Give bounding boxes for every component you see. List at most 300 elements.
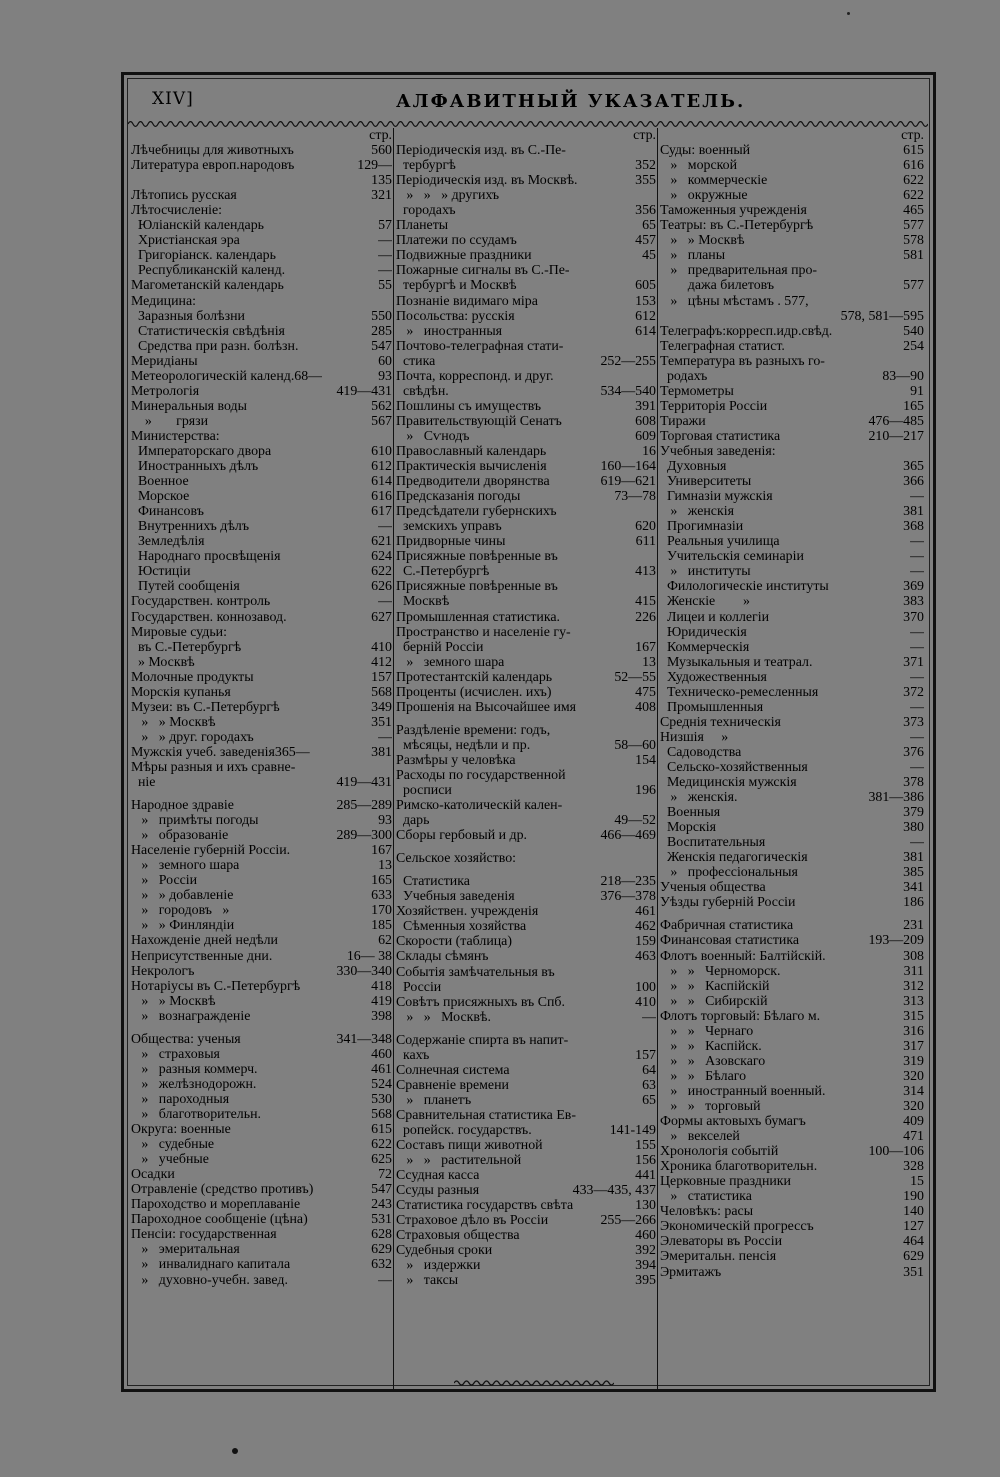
entry-page: 351 xyxy=(371,714,392,730)
entry-page: 330—340 xyxy=(336,963,392,979)
index-entry xyxy=(131,369,392,384)
entry-term: Учебныя заведенія xyxy=(396,889,515,905)
index-entry xyxy=(396,564,656,579)
entry-term: Прошенія на Высочайшее имя xyxy=(396,699,577,715)
index-entry xyxy=(131,1197,392,1212)
index-entry xyxy=(396,685,656,700)
entry-page: — xyxy=(910,639,924,655)
index-entry xyxy=(396,1078,656,1093)
entry-term: Прогимназіи xyxy=(660,519,744,535)
entry-page: 315 xyxy=(903,1008,924,1024)
entry-page: 52—55 xyxy=(614,669,656,685)
index-entry xyxy=(131,730,392,745)
entry-term: Пароходство и мореплаваніе xyxy=(131,1197,301,1213)
entry-term: Меридіаны xyxy=(131,353,198,369)
index-entry xyxy=(131,813,392,828)
entry-page: 610 xyxy=(371,443,392,459)
entry-page: 475 xyxy=(635,684,656,700)
entry-term: дарь xyxy=(396,813,430,829)
index-entry xyxy=(131,1273,392,1288)
entry-page: 328 xyxy=(903,1159,924,1175)
index-entry xyxy=(396,768,656,783)
index-entry xyxy=(660,1159,924,1174)
entry-term: » » Азовскаго xyxy=(660,1053,766,1069)
spacer xyxy=(131,790,392,798)
bottom-wavy-rule xyxy=(454,1378,614,1388)
entry-term: Юстиціи xyxy=(131,564,191,580)
entry-page: 193—209 xyxy=(868,933,924,949)
index-entry xyxy=(660,504,924,519)
entry-term: С.-Петербургѣ xyxy=(396,564,490,580)
entry-page: 351 xyxy=(903,1264,924,1280)
index-entry xyxy=(660,489,924,504)
index-entry xyxy=(131,610,392,625)
entry-page: 140 xyxy=(903,1204,924,1220)
entry-page: 167 xyxy=(371,843,392,859)
entry-page: 129— xyxy=(357,158,392,174)
index-entry xyxy=(396,158,656,173)
page-header xyxy=(136,86,926,116)
entry-term: » » Каспійск. xyxy=(660,1038,762,1054)
index-entry xyxy=(396,414,656,429)
entry-term: Мужскія учеб. заведенія365— xyxy=(131,744,310,760)
entry-term: Неприсутственные дни. xyxy=(131,948,273,964)
entry-term: Практическія вычисленія xyxy=(396,459,547,475)
index-entry xyxy=(131,1137,392,1152)
index-entry xyxy=(131,760,392,775)
index-entry xyxy=(396,369,656,384)
index-entry xyxy=(131,444,392,459)
entry-page: 55 xyxy=(378,278,392,294)
entry-page: 385 xyxy=(903,865,924,881)
index-entry xyxy=(396,1243,656,1258)
index-entry xyxy=(660,625,924,640)
entry-term: Придворные чины xyxy=(396,534,506,550)
index-entry xyxy=(131,459,392,474)
entry-page: 530 xyxy=(371,1091,392,1107)
entry-page: 457 xyxy=(635,233,656,249)
entry-page: 619—621 xyxy=(600,474,656,490)
entry-page: 581 xyxy=(903,248,924,264)
entry-term: въ С.-Петербургѣ xyxy=(131,639,242,655)
index-entry xyxy=(131,700,392,715)
entry-page: 371 xyxy=(903,654,924,670)
index-entry xyxy=(396,549,656,564)
entry-term: Раздѣленіе времени: годъ, xyxy=(396,722,551,738)
index-entry xyxy=(131,143,392,158)
entry-page: 313 xyxy=(903,993,924,1009)
index-entry xyxy=(660,994,924,1009)
entry-term: » статистика xyxy=(660,1189,752,1205)
entry-term: Учебныя заведенія: xyxy=(660,443,776,459)
entry-term: Телеграфная статист. xyxy=(660,338,785,354)
entry-term: » профессіональныя xyxy=(660,865,798,881)
entry-page: 408 xyxy=(635,699,656,715)
entry-page: 366 xyxy=(903,474,924,490)
entry-term: Сельское хозяйство: xyxy=(396,851,517,867)
index-entry xyxy=(396,339,656,354)
entry-term: Республиканскій календ. xyxy=(131,263,286,279)
entry-term: Минеральныя воды xyxy=(131,398,247,414)
index-entry xyxy=(660,278,924,293)
index-entry xyxy=(660,248,924,263)
entry-term: Университеты xyxy=(660,474,752,490)
entry-page: 13 xyxy=(642,654,656,670)
entry-term: Женскія педагогическія xyxy=(660,850,808,866)
entry-term: городахъ xyxy=(396,203,456,219)
entry-term: Некрологъ xyxy=(131,963,195,979)
index-entry xyxy=(396,278,656,293)
entry-page: 625 xyxy=(371,1152,392,1168)
index-entry xyxy=(396,798,656,813)
index-entry xyxy=(131,429,392,444)
entry-term: Присяжные повѣренные въ xyxy=(396,549,558,565)
entry-term: Составъ пищи животной xyxy=(396,1138,543,1154)
entry-term: » эмеритальная xyxy=(131,1242,240,1258)
entry-page: 170 xyxy=(371,903,392,919)
entry-page: 578, 581—595 xyxy=(840,308,924,324)
entry-page: 562 xyxy=(371,398,392,414)
entry-page: 352 xyxy=(635,158,656,174)
entry-term: » иностранный военный. xyxy=(660,1083,826,1099)
entry-term: » » растительной xyxy=(396,1153,522,1169)
entry-term: Термометры xyxy=(660,383,734,399)
index-entry xyxy=(660,979,924,994)
ink-speck xyxy=(232,1448,238,1454)
entry-page: 381 xyxy=(371,744,392,760)
index-entry xyxy=(660,158,924,173)
entry-term: Температура въ разныхъ го- xyxy=(660,353,825,369)
entry-term: Юліанскій календарь xyxy=(131,218,264,234)
entry-term: » примѣты погоды xyxy=(131,813,259,829)
entry-page: 567 xyxy=(371,413,392,429)
entry-page: — xyxy=(910,669,924,685)
index-entry xyxy=(660,745,924,760)
entry-page: 622 xyxy=(903,188,924,204)
entry-term: Сельско-хозяйственныя xyxy=(660,759,808,775)
entry-term: Общества: ученыя xyxy=(131,1031,241,1047)
entry-term: Совѣтъ присяжныхъ въ Спб. xyxy=(396,994,565,1010)
entry-page: 376—378 xyxy=(600,889,656,905)
entry-term: Женскіе » xyxy=(660,594,750,610)
entry-term: Пенсіи: государственная xyxy=(131,1227,277,1243)
entry-page: 616 xyxy=(903,158,924,174)
entry-term: Сравненіе времени xyxy=(396,1077,509,1093)
index-entry xyxy=(131,1107,392,1122)
entry-page: — xyxy=(378,1272,392,1288)
entry-term: Мировые судьи: xyxy=(131,624,227,640)
entry-page: 394 xyxy=(635,1258,656,1274)
index-entry xyxy=(131,1032,392,1047)
index-entry xyxy=(396,354,656,369)
entry-page: 412 xyxy=(371,654,392,670)
index-entry xyxy=(396,919,656,934)
entry-page: — xyxy=(378,729,392,745)
entry-page: 58—60 xyxy=(614,737,656,753)
index-entry xyxy=(396,610,656,625)
entry-term: Почтово-телеграфная стати- xyxy=(396,338,564,354)
entry-page: 629 xyxy=(371,1242,392,1258)
index-entry xyxy=(131,1009,392,1024)
index-entry xyxy=(396,579,656,594)
entry-page: 615 xyxy=(903,143,924,159)
entry-page: 316 xyxy=(903,1023,924,1039)
index-entry xyxy=(131,918,392,933)
entry-term: » вознагражденіе xyxy=(131,1008,251,1024)
entry-page: 93 xyxy=(378,368,392,384)
index-entry xyxy=(396,1198,656,1213)
entry-page: 15 xyxy=(910,1174,924,1190)
index-entry xyxy=(660,700,924,715)
entry-term: Эрмитажъ xyxy=(660,1264,722,1280)
index-entry xyxy=(660,1129,924,1144)
entry-page: 165 xyxy=(903,398,924,414)
entry-term: Лицеи и коллегіи xyxy=(660,609,770,625)
index-entry xyxy=(131,1152,392,1167)
entry-page: 620 xyxy=(635,519,656,535)
entry-page: 255—266 xyxy=(600,1213,656,1229)
entry-page: — xyxy=(378,594,392,610)
index-entry xyxy=(396,1213,656,1228)
entry-page: 409 xyxy=(903,1114,924,1130)
entry-term: Таможенныя учрежденія xyxy=(660,203,807,219)
index-entry xyxy=(131,594,392,609)
entry-term: Молочные продукты xyxy=(131,669,254,685)
index-entry xyxy=(131,715,392,730)
index-entry xyxy=(131,188,392,203)
entry-page: 612 xyxy=(635,308,656,324)
index-entry xyxy=(396,429,656,444)
index-entry xyxy=(396,203,656,218)
entry-term: Иностранныхъ дѣлъ xyxy=(131,459,259,475)
entry-page: 165 xyxy=(371,873,392,889)
entry-term: » Сѵнодъ xyxy=(396,428,470,444)
index-entry xyxy=(396,640,656,655)
entry-page: 392 xyxy=(635,1243,656,1259)
entry-page: 185 xyxy=(371,918,392,934)
entry-page: 419—431 xyxy=(336,775,392,791)
entry-term: ропейск. государствъ. xyxy=(396,1123,532,1138)
index-entry xyxy=(396,444,656,459)
index-entry xyxy=(660,1265,924,1280)
entry-term: » пароходныя xyxy=(131,1091,230,1107)
index-entry xyxy=(660,203,924,218)
entry-page: 160—164 xyxy=(600,459,656,475)
entry-term: » духовно-учебн. завед. xyxy=(131,1272,288,1288)
entry-term: Флотъ военный: Балтійскій. xyxy=(660,948,826,964)
index-entry xyxy=(660,309,924,324)
entry-term: » благотворительн. xyxy=(131,1107,261,1122)
index-entry xyxy=(660,218,924,233)
entry-term: Метеорологическій календ.68— xyxy=(131,368,323,384)
entry-term: Страховое дѣло въ Россіи xyxy=(396,1213,549,1229)
entry-term: Скорости (таблица) xyxy=(396,934,512,950)
entry-page: — xyxy=(910,729,924,745)
index-entry xyxy=(131,1047,392,1062)
entry-page: 378 xyxy=(903,775,924,791)
entry-page: 312 xyxy=(903,978,924,994)
entry-term: Флотъ торговый: Бѣлаго м. xyxy=(660,1008,821,1024)
entry-page: 157 xyxy=(635,1047,656,1063)
index-entry xyxy=(396,1010,656,1025)
entry-page: 157 xyxy=(371,669,392,685)
index-entry xyxy=(131,203,392,218)
entry-page: 415 xyxy=(635,594,656,610)
entry-page: 464 xyxy=(903,1234,924,1250)
index-entry xyxy=(131,534,392,549)
index-entry xyxy=(396,248,656,263)
entry-term: Садоводства xyxy=(660,744,742,760)
index-entry xyxy=(660,1114,924,1129)
index-entry xyxy=(131,519,392,534)
entry-term: Реальныя училища xyxy=(660,534,780,550)
entry-term: Духовныя xyxy=(660,459,727,475)
index-entry xyxy=(396,1123,656,1138)
entry-page: 622 xyxy=(371,564,392,580)
entry-term: Юридическія xyxy=(660,624,747,640)
index-column-3 xyxy=(660,128,924,1280)
entry-term: родахъ xyxy=(660,368,708,384)
entry-term: Ссуды разныя xyxy=(396,1183,480,1199)
index-entry xyxy=(396,399,656,414)
entry-term: свѣдѣн. xyxy=(396,383,449,399)
entry-page: — xyxy=(910,835,924,851)
entry-page: 320 xyxy=(903,1099,924,1114)
entry-term: Морское xyxy=(131,489,190,505)
index-entry xyxy=(660,1069,924,1084)
entry-term: Склады сѣмянъ xyxy=(396,949,489,965)
entry-term: Уѣзды губерній Россіи xyxy=(660,895,796,911)
entry-term: Медицинскія мужскія xyxy=(660,775,797,791)
index-entry xyxy=(131,354,392,369)
index-entry xyxy=(660,444,924,459)
entry-page: 560 xyxy=(371,143,392,159)
entry-page: 632 xyxy=(371,1257,392,1273)
entry-term: Періодическія изд. въ С.-Пе- xyxy=(396,143,566,159)
entry-term: Территорія Россіи xyxy=(660,398,768,414)
entry-term: » планы xyxy=(660,248,726,264)
entry-term: Литература европ.народовъ xyxy=(131,158,295,174)
index-entry xyxy=(396,504,656,519)
index-entry xyxy=(396,263,656,278)
entry-page: 16— 38 xyxy=(346,948,392,964)
entry-term: Платежи по ссудамъ xyxy=(396,233,517,249)
column-page-header xyxy=(660,128,924,143)
entry-term: Музыкальныя и театрал. xyxy=(660,654,813,670)
index-entry xyxy=(131,655,392,670)
index-entry xyxy=(396,218,656,233)
entry-term: Римско-католическій кален- xyxy=(396,798,563,814)
entry-page: 628 xyxy=(371,1227,392,1243)
entry-page: 100 xyxy=(635,979,656,995)
index-entry xyxy=(396,309,656,324)
index-entry xyxy=(660,610,924,625)
entry-page: 49—52 xyxy=(614,813,656,829)
index-entry xyxy=(396,474,656,489)
index-entry xyxy=(660,564,924,579)
entry-term: » Москвѣ xyxy=(131,654,195,670)
index-entry xyxy=(396,934,656,949)
entry-page: 226 xyxy=(635,609,656,625)
entry-term: Сравнительная статистика Ев- xyxy=(396,1107,576,1123)
entry-page: 577 xyxy=(903,278,924,294)
index-entry xyxy=(660,805,924,820)
index-entry xyxy=(660,895,924,910)
entry-page: 60 xyxy=(378,353,392,369)
index-entry xyxy=(131,964,392,979)
index-entry xyxy=(660,1189,924,1204)
entry-term: Лѣчебницы для животныхъ xyxy=(131,143,294,159)
index-entry xyxy=(131,873,392,888)
entry-page: 609 xyxy=(635,428,656,444)
entry-page: 383 xyxy=(903,594,924,610)
entry-page: 616 xyxy=(371,489,392,505)
entry-page: стр. xyxy=(369,128,392,143)
entry-term: Нахожденіе дней недѣли xyxy=(131,933,278,949)
entry-page: — xyxy=(910,624,924,640)
entry-page: 369 xyxy=(903,579,924,595)
entry-term: Почта, корреспонд. и друг. xyxy=(396,368,554,384)
index-entry xyxy=(396,1048,656,1063)
index-entry xyxy=(396,655,656,670)
spacer xyxy=(396,1025,656,1033)
entry-term: Магометанскій календарь xyxy=(131,278,284,294)
index-entry xyxy=(660,594,924,609)
entry-term: Пошлины съ имуществъ xyxy=(396,398,542,414)
index-entry xyxy=(660,1054,924,1069)
entry-page: 381 xyxy=(903,504,924,520)
entry-page: 605 xyxy=(635,278,656,294)
index-entry xyxy=(660,549,924,564)
entry-term: Театры: въ С.-Петербургѣ xyxy=(660,218,814,234)
index-entry xyxy=(660,1174,924,1189)
entry-term: Григоріанск. календарь xyxy=(131,248,276,264)
index-entry xyxy=(131,384,392,399)
index-entry xyxy=(660,655,924,670)
column-divider-2 xyxy=(657,128,658,1390)
index-entry xyxy=(396,489,656,504)
entry-term: Солнечная система xyxy=(396,1062,510,1078)
index-entry xyxy=(660,369,924,384)
entry-page: 167 xyxy=(635,639,656,655)
entry-page: 63 xyxy=(642,1077,656,1093)
entry-page: 341—348 xyxy=(336,1031,392,1047)
index-entry xyxy=(396,324,656,339)
column-divider-1 xyxy=(393,128,394,1390)
entry-term: Размѣры у человѣка xyxy=(396,752,516,768)
entry-page: 460 xyxy=(371,1046,392,1062)
entry-term: » » Сибирскій xyxy=(660,993,768,1009)
index-entry xyxy=(660,1249,924,1264)
entry-page: — xyxy=(910,699,924,715)
index-entry xyxy=(396,949,656,964)
entry-page: 614 xyxy=(635,323,656,339)
index-entry xyxy=(131,324,392,339)
index-entry xyxy=(131,278,392,293)
index-entry xyxy=(396,143,656,158)
index-entry xyxy=(396,1063,656,1078)
entry-page: 155 xyxy=(635,1138,656,1154)
index-entry xyxy=(396,534,656,549)
entry-term: » » Бѣлаго xyxy=(660,1068,747,1084)
entry-term: » окружные xyxy=(660,188,748,204)
entry-page: 218—235 xyxy=(600,874,656,890)
entry-page: 243 xyxy=(371,1197,392,1213)
entry-page: — xyxy=(378,263,392,279)
entry-page: 391 xyxy=(635,398,656,414)
index-entry xyxy=(131,828,392,843)
index-entry xyxy=(660,790,924,805)
